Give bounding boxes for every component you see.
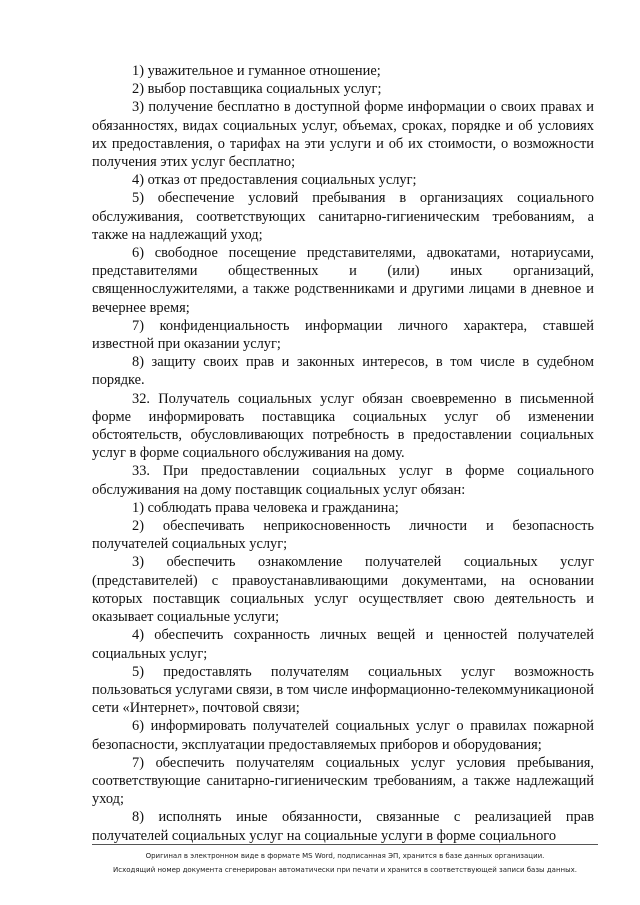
- footer-line-number: Исходящий номер документа сгенерирован автоматически при печати и хранится в соответствующей записи базы данных.: [113, 866, 577, 874]
- paragraph: 8) исполнять иные обязанности, связанные с реализацией прав получателей социальных услуг на социальные услуги в форме социального: [92, 809, 594, 844]
- paragraph: 2) обеспечивать неприкосновенность личности и безопасность получателей социальных услуг;: [92, 518, 594, 553]
- paragraph: 32. Получатель социальных услуг обязан своевременно в письменной форме информировать поставщика социальных услуг об изменении обстоятельств, обусловливающих потребность в предоставлении социальных услуг в форме социального обслуживания на дому.: [92, 390, 594, 462]
- paragraph: 1) соблюдать права человека и гражданина;: [132, 499, 399, 516]
- paragraph: 8) защиту своих прав и законных интересов, в том числе в судебном порядке.: [92, 354, 594, 389]
- paragraph: 33. При предоставлении социальных услуг в форме социального обслуживания на дому поставщик социальных услуг обязан:: [92, 463, 594, 498]
- paragraph: 3) получение бесплатно в доступной форме информации о своих правах и обязанностях, видах социальных услуг, объемах, сроках, порядке и об условиях их предоставления, о тарифах на эти услуги и об их стоимости, о возможности получения этих услуг бесплатно;: [92, 99, 594, 171]
- paragraph: 5) обеспечение условий пребывания в организациях социального обслуживания, соответствующих санитарно-гигиеническим требованиям, а также на надлежащий уход;: [92, 190, 594, 243]
- page-footer: [92, 844, 598, 877]
- paragraph: 7) обеспечить получателям социальных услуг условия пребывания, соответствующие санитарно-гигиеническим требованиям, а также надлежащий уход;: [92, 754, 594, 808]
- paragraph: 3) обеспечить ознакомление получателей социальных услуг (представителей) с правоустанавливающими документами, на основании которых поставщик социальных услуг осуществляет свою деятельность и оказывает социальные услуги;: [92, 554, 594, 626]
- paragraph: 6) свободное посещение представителями, адвокатами, нотариусами, представителями общественных и (или) иных организаций, священнослужителями, а также родственниками и другими лицами в дневное и вечернее время;: [92, 245, 594, 316]
- document-body: [92, 62, 594, 845]
- paragraph: 4) отказ от предоставления социальных услуг;: [132, 172, 417, 189]
- paragraph: 4) обеспечить сохранность личных вещей и ценностей получателей социальных услуг;: [92, 627, 594, 662]
- paragraph: 6) информировать получателей социальных услуг о правилах пожарной безопасности, эксплуатации предоставляемых приборов и оборудования;: [92, 718, 594, 753]
- footer-line-original: Оригинал в электронном виде в формате MS Word, подписанная ЭП, хранится в базе данных организации.: [145, 852, 545, 860]
- paragraph: 5) предоставлять получателям социальных услуг возможность пользоваться услугами связи, в том числе информационно-телекоммуникационой сети «Интернет», почтовой связи;: [92, 663, 594, 717]
- paragraph: 1) уважительное и гуманное отношение;: [132, 63, 381, 79]
- paragraph: 7) конфиденциальность информации личного характера, ставшей известной при оказании услуг;: [92, 317, 594, 353]
- paragraph: 2) выбор поставщика социальных услуг;: [132, 81, 382, 98]
